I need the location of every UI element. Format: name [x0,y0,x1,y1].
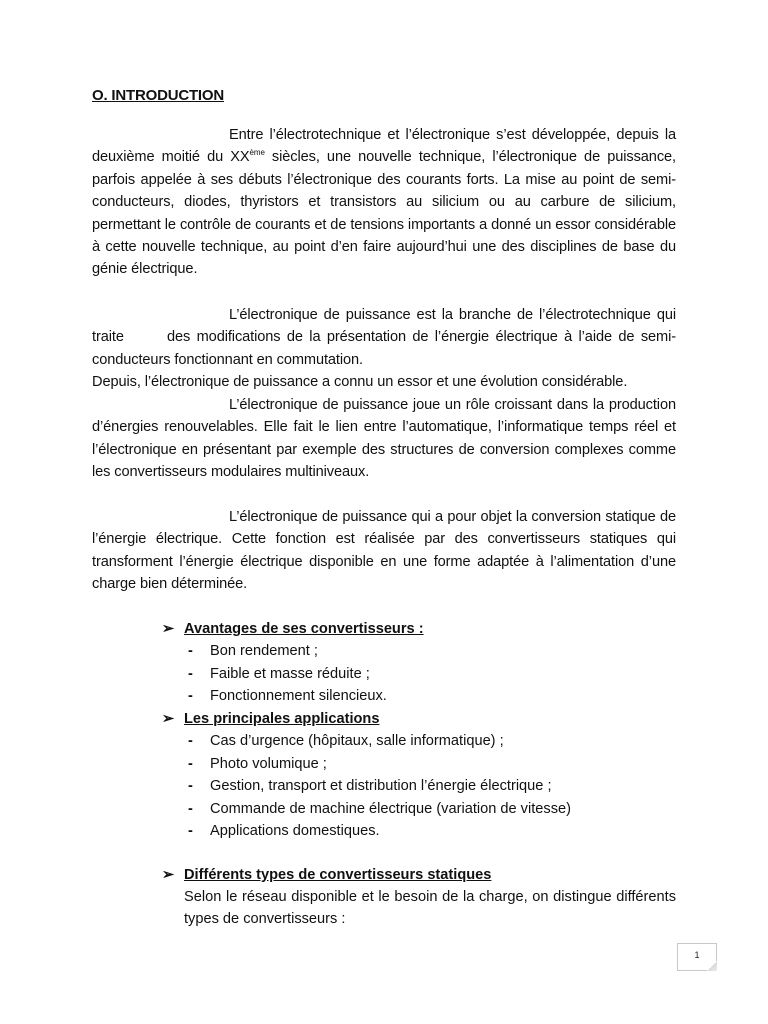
arrow-bullet-icon: ➢ [162,621,175,637]
dash-bullet-icon: - [188,643,193,660]
section-applications [162,708,571,842]
arrow-bullet-icon: ➢ [162,711,175,727]
section-converter-types-heading [162,864,491,886]
list-item [162,798,571,820]
list-item-text: Fonctionnement silencieux. [210,688,387,705]
dash-bullet-icon: - [188,733,193,750]
list-item-text: Cas d’urgence (hôpitaux, salle informatique) ; [210,733,504,750]
page-number: 1 [694,950,700,960]
list-item [162,663,424,685]
paragraph-2-rest: des modifications de la présentation de l’énergie électrique à l’aide de semi-conducteurs fonctionnant en commutation. [92,329,676,368]
paragraph-4: L’électronique de puissance joue un rôle croissant dans la production d’énergies renouvelables. Elle fait le lien entre l’automatique, l’informatique temps réel et l’électronique en présentant par exemple des structures de conversion complexes comme les convertisseurs modulaires multiniveaux. [92,397,676,481]
paragraph-2-word: traite [92,329,124,346]
dash-bullet-icon: - [188,665,193,682]
section-converter-types-text: Selon le réseau disponible et le besoin de la charge, on distingue différents types de convertisseurs : [184,889,676,928]
paragraph-1-start: Entre l’électrotechnique et l’électronique s’est développée, depuis la deuxième moitié du XX [92,127,676,166]
section-applications-heading [162,708,571,730]
paragraph-1-rest: siècles, une nouvelle technique, l’électronique de puissance, parfois appelée à ses débuts l’électronique des courants forts. La mise au point de semi-conducteurs, diodes, thyristors et transistors au silicium ou au carbure de silicium, permettant le contrôle de courants et de tensions importants a donné un essor considérable à cette nouvelle technique, au point d’en faire aujourd’hui une des disciplines de base du génie électrique. [92,149,676,278]
list-item [162,685,424,707]
list-item [162,775,571,797]
list-item [162,753,571,775]
section-applications-title: Les principales applications [184,711,380,727]
paragraph-3: Depuis, l’électronique de puissance a connu un essor et une évolution considérable. [92,374,628,390]
page-curl-icon [707,961,717,971]
list-item-text: Applications domestiques. [210,823,380,840]
list-item [162,640,424,662]
section-advantages-heading [162,618,424,640]
list-item [162,730,571,752]
paragraph-2-start: L’électronique de puissance est la branche de l’électrotechnique qui [229,307,676,323]
list-item-text: Faible et masse réduite ; [210,665,370,682]
dash-bullet-icon: - [188,800,193,817]
list-item-text: Photo volumique ; [210,755,327,772]
section-advantages-title: Avantages de ses convertisseurs : [184,621,424,637]
section-converter-types-title: Différents types de convertisseurs statiques [184,867,492,883]
paragraph-2 [92,304,676,371]
list-item-text: Gestion, transport et distribution l’énergie électrique ; [210,778,552,795]
paragraph-1 [92,124,676,281]
dash-bullet-icon: - [188,823,193,840]
paragraph-5: L’électronique de puissance qui a pour objet la conversion statique de l’énergie électrique. Cette fonction est réalisée par des convertisseurs statiques qui transforment l’énergie électrique disponible en une forme adaptée à l’alimentation d’une charge bien déterminée. [92,509,676,593]
section-advantages [162,618,424,708]
list-item-text: Bon rendement ; [210,643,318,660]
list-item-text: Commande de machine électrique (variation de vitesse) [210,800,571,817]
dash-bullet-icon: - [188,778,193,795]
list-item [162,820,571,842]
arrow-bullet-icon: ➢ [162,867,175,883]
dash-bullet-icon: - [188,688,193,705]
section-converter-types [162,864,491,886]
dash-bullet-icon: - [188,755,193,772]
section-title: O. INTRODUCTION [92,87,224,104]
superscript-eme: ème [249,148,265,158]
page-number-box [677,943,717,971]
